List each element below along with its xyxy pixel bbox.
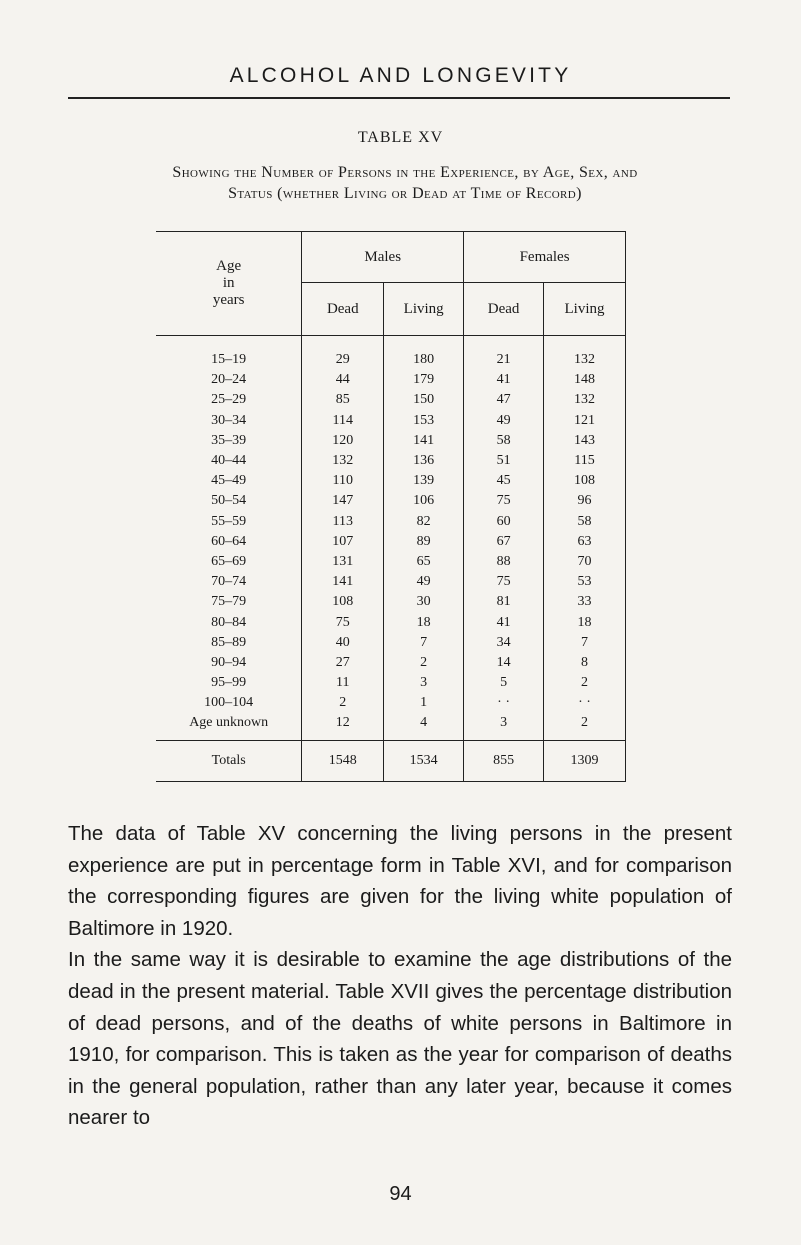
age-cell: 95–99 [211,675,247,691]
males-living-cell: 7 [384,633,464,653]
females-living-cell: 58 [544,512,626,532]
males-living-cell: 4 [384,713,464,733]
totals-row [156,740,626,781]
table-row [156,633,626,653]
males-living-cell: 89 [384,532,464,552]
females-living-cell: 63 [544,532,626,552]
males-dead-cell: 108 [302,592,384,612]
females-living-cell: 132 [544,390,626,410]
males-dead-cell: 110 [302,471,384,491]
males-living-cell: 3 [384,673,464,693]
females-header: Females [464,232,626,283]
females-dead-cell: 41 [464,370,544,390]
males-dead-cell: 44 [302,370,384,390]
table-row [156,693,626,713]
males-dead-cell: 29 [302,350,384,370]
age-cell: 20–24 [211,372,247,388]
table-row [156,653,626,673]
males-living-cell: 179 [384,370,464,390]
age-cell: 100–104 [204,695,254,711]
males-living-cell: 30 [384,592,464,612]
males-dead-cell: 85 [302,390,384,410]
females-living-cell: 70 [544,552,626,572]
page-number: 94 [389,1183,412,1205]
table-row [156,592,626,612]
age-cell: 65–69 [211,553,247,569]
table-row [156,572,626,592]
age-cell: 90–94 [211,654,247,670]
totals-females-dead: 855 [464,740,544,781]
females-living-cell: · · [544,693,626,713]
females-living-cell: 18 [544,612,626,632]
age-cell: 30–34 [211,412,247,428]
age-cell: 60–64 [211,533,247,549]
males-dead-cell: 107 [302,532,384,552]
females-dead-cell: 75 [464,572,544,592]
table-row [156,431,626,451]
males-living-cell: 180 [384,350,464,370]
table-row [156,491,626,511]
table-row [156,532,626,552]
males-dead-cell: 27 [302,653,384,673]
table-row [156,411,626,431]
males-dead-cell: 132 [302,451,384,471]
age-cell: 15–19 [211,352,247,368]
table-caption [60,162,750,204]
age-header: Age in years [156,232,302,336]
females-living-cell: 2 [544,673,626,693]
females-dead-cell: 60 [464,512,544,532]
females-living-cell: 7 [544,633,626,653]
table-title: TABLE XV [357,129,444,146]
age-cell: 80–84 [211,614,247,630]
males-dead-cell: 2 [302,693,384,713]
males-dead-header: Dead [302,283,384,336]
table-row [156,713,626,733]
caption-line-1: Showing the Number of Persons in the Experience, by Age, Sex, and [172,164,638,181]
females-living-cell: 33 [544,592,626,612]
age-cell: 40–44 [211,453,247,469]
males-dead-cell: 11 [302,673,384,693]
table-row [156,390,626,410]
females-dead-cell: 49 [464,411,544,431]
males-dead-cell: 147 [302,491,384,511]
females-dead-header: Dead [464,283,544,336]
data-table [156,231,626,782]
table-row [156,512,626,532]
females-living-cell: 148 [544,370,626,390]
table-row [156,612,626,632]
males-living-cell: 2 [384,653,464,673]
males-living-cell: 82 [384,512,464,532]
males-dead-cell: 40 [302,633,384,653]
males-living-header: Living [384,283,464,336]
totals-label: Totals [156,740,302,781]
males-living-cell: 136 [384,451,464,471]
females-dead-cell: 45 [464,471,544,491]
age-cell: 35–39 [211,432,247,448]
females-dead-cell: 3 [464,713,544,733]
females-dead-cell: 5 [464,673,544,693]
females-dead-cell: 88 [464,552,544,572]
table-row [156,451,626,471]
males-living-cell: 139 [384,471,464,491]
females-dead-cell: 47 [464,390,544,410]
males-header: Males [302,232,464,283]
table-row [156,350,626,370]
table-row [156,673,626,693]
males-dead-cell: 12 [302,713,384,733]
totals-males-living: 1534 [384,740,464,781]
males-dead-cell: 113 [302,512,384,532]
males-dead-cell: 75 [302,612,384,632]
males-living-cell: 18 [384,612,464,632]
totals-males-dead: 1548 [302,740,384,781]
table-row [156,471,626,491]
age-cell: 70–74 [211,574,247,590]
females-living-cell: 96 [544,491,626,511]
table-row [156,552,626,572]
females-living-cell: 143 [544,431,626,451]
males-living-cell: 150 [384,390,464,410]
females-dead-cell: · · [464,693,544,713]
females-living-cell: 132 [544,350,626,370]
age-cell: 50–54 [211,493,247,509]
females-dead-cell: 67 [464,532,544,552]
males-living-cell: 65 [384,552,464,572]
males-dead-cell: 141 [302,572,384,592]
females-dead-cell: 14 [464,653,544,673]
males-living-cell: 141 [384,431,464,451]
females-dead-cell: 34 [464,633,544,653]
females-living-header: Living [544,283,626,336]
males-dead-cell: 131 [302,552,384,572]
females-dead-cell: 51 [464,451,544,471]
caption-line-2: Status (whether Living or Dead at Time of Record) [228,185,582,202]
totals-females-living: 1309 [544,740,626,781]
males-dead-cell: 120 [302,431,384,451]
age-cell: 85–89 [211,634,247,650]
paragraph-2: In the same way it is desirable to examine the age distributions of the dead in the present material. Table XVII gives the percentage distribution of dead persons, and of the deaths of white persons in Baltimore in 1910, for comparison. This is taken as the year for comparison of deaths in the general population, rather than any later year, because it comes nearer to [68,948,732,1130]
header-rule [68,97,730,99]
females-living-cell: 121 [544,411,626,431]
age-cell: 45–49 [211,473,247,489]
table-body [156,336,626,734]
table-row [156,370,626,390]
age-cell: 75–79 [211,594,247,610]
age-cell: Age unknown [189,715,269,731]
body-text [68,818,732,1134]
females-dead-cell: 81 [464,592,544,612]
females-living-cell: 8 [544,653,626,673]
age-cell: 55–59 [211,513,247,529]
males-living-cell: 106 [384,491,464,511]
females-living-cell: 108 [544,471,626,491]
females-dead-cell: 21 [464,350,544,370]
females-living-cell: 53 [544,572,626,592]
running-head: ALCOHOL AND LONGEVITY [229,64,572,87]
males-dead-cell: 114 [302,411,384,431]
females-dead-cell: 41 [464,612,544,632]
females-living-cell: 2 [544,713,626,733]
females-dead-cell: 75 [464,491,544,511]
paragraph-1: The data of Table XV concerning the living persons in the present experience are put in percentage form in Table XVI, and for comparison the corresponding figures are given for the living white population of Baltimore in 1920. [68,822,732,940]
females-living-cell: 115 [544,451,626,471]
males-living-cell: 153 [384,411,464,431]
females-dead-cell: 58 [464,431,544,451]
males-living-cell: 1 [384,693,464,713]
males-living-cell: 49 [384,572,464,592]
age-cell: 25–29 [211,392,247,408]
